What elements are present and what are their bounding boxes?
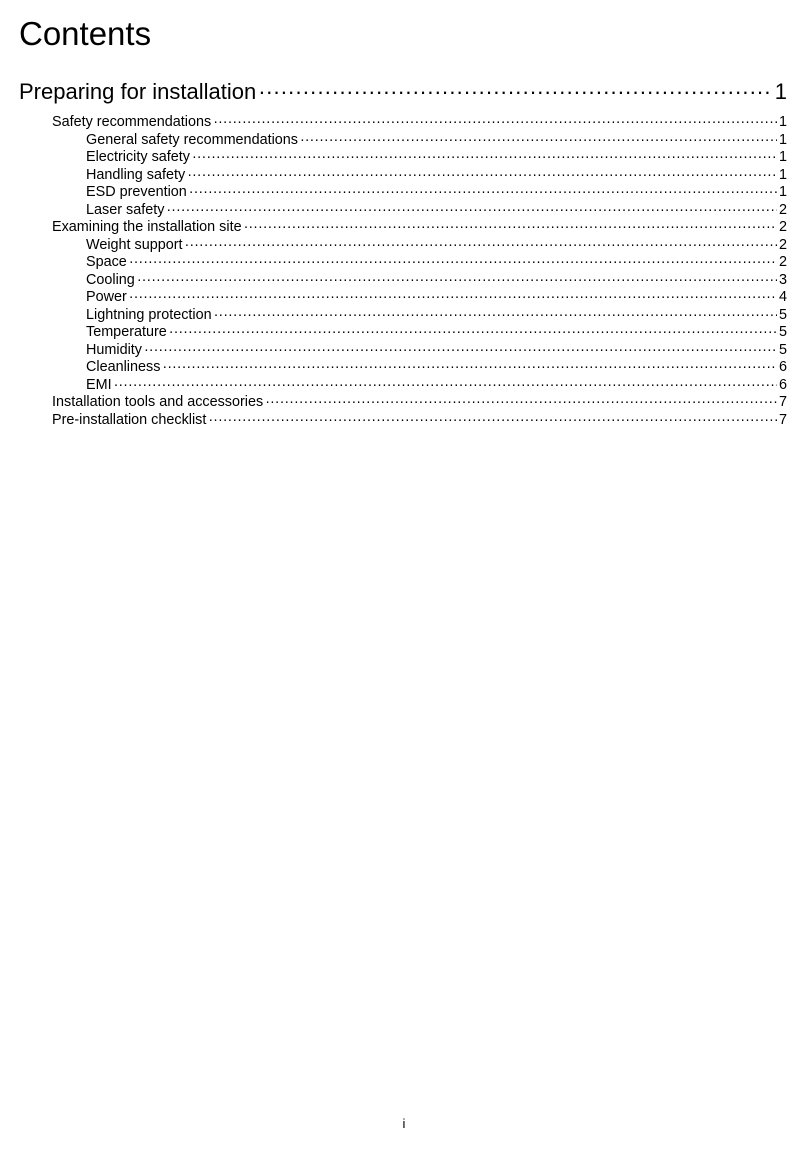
toc-entry-page: 2 xyxy=(778,236,787,253)
toc-dot-leader xyxy=(137,272,777,290)
toc-entry-page: 4 xyxy=(778,289,787,305)
toc-section-installation-tools-and-accessories[interactable] xyxy=(52,394,787,412)
toc-dot-leader xyxy=(300,132,777,150)
toc-entry-page: 1 xyxy=(778,166,787,183)
toc-entry-label: Power xyxy=(86,289,127,305)
toc-dot-leader xyxy=(213,114,777,132)
toc-entry-page: 7 xyxy=(778,394,787,410)
toc-dot-leader xyxy=(129,254,777,272)
toc-section-examining-the-installation-site[interactable] xyxy=(52,219,787,237)
toc-entry-label: EMI xyxy=(86,376,112,393)
toc-section-pre-installation-checklist[interactable] xyxy=(52,412,787,430)
toc-dot-leader xyxy=(185,237,777,255)
toc-dot-leader xyxy=(162,359,777,377)
toc-dot-leader xyxy=(214,307,777,325)
toc-entry-page: 2 xyxy=(778,201,787,218)
toc-dot-leader xyxy=(244,219,777,237)
toc-entry-page: 6 xyxy=(778,359,787,375)
footer-page-number: i xyxy=(402,1116,406,1131)
toc-entry-label: Pre-installation checklist xyxy=(52,411,207,428)
toc-entry-page: 1 xyxy=(778,114,787,130)
toc-entry-page: 5 xyxy=(778,341,787,358)
toc-entry-label: Installation tools and accessories xyxy=(52,394,264,410)
toc-dot-leader xyxy=(265,394,777,412)
toc-entry-label: General safety recommendations xyxy=(86,131,298,148)
toc-dot-leader xyxy=(189,184,777,202)
toc-dot-leader xyxy=(169,324,777,342)
toc-subsection-esd-prevention[interactable] xyxy=(86,184,787,202)
toc-subsection-electricity-safety[interactable] xyxy=(86,149,787,167)
toc-entry-page: 1 xyxy=(778,131,787,148)
toc-entry-label: Weight support xyxy=(86,236,183,253)
toc-entry-label: Handling safety xyxy=(86,166,186,183)
page-title: Contents xyxy=(19,15,152,52)
toc-entry-label: ESD prevention xyxy=(86,184,187,200)
toc-entry-label: Humidity xyxy=(86,341,142,358)
toc-entry-label: Laser safety xyxy=(86,201,165,218)
toc-entry-label: Temperature xyxy=(86,324,167,340)
toc-entry-label: Cooling xyxy=(86,271,135,288)
toc-subsection-temperature[interactable] xyxy=(86,324,787,342)
toc-subsection-lightning-protection[interactable] xyxy=(86,307,787,325)
toc-dot-leader xyxy=(187,167,777,185)
toc-subsection-power[interactable] xyxy=(86,289,787,307)
toc-entry-label: Examining the installation site xyxy=(52,219,242,235)
toc-section-safety-recommendations[interactable] xyxy=(52,114,787,132)
toc-entry-page: 1 xyxy=(778,184,787,200)
toc-dot-leader xyxy=(192,149,777,167)
toc-entry-page: 6 xyxy=(778,376,787,393)
toc-entry-page: 1 xyxy=(774,79,787,104)
toc-subsection-emi[interactable] xyxy=(86,377,787,395)
toc-entry-page: 2 xyxy=(778,254,787,270)
toc-subsection-weight-support[interactable] xyxy=(86,237,787,255)
toc-entry-page: 5 xyxy=(778,306,787,323)
toc-entry-page: 2 xyxy=(778,219,787,235)
toc-subsection-laser-safety[interactable] xyxy=(86,202,787,220)
toc-entry-page: 5 xyxy=(778,324,787,340)
toc-dot-leader xyxy=(144,342,777,360)
toc-subsection-cooling[interactable] xyxy=(86,272,787,290)
toc-chapter-preparing-for-installation[interactable] xyxy=(19,79,787,105)
toc-dot-leader xyxy=(114,377,777,395)
toc-entry-label: Preparing for installation xyxy=(19,79,257,104)
toc-subsection-humidity[interactable] xyxy=(86,342,787,360)
toc-dot-leader xyxy=(258,79,773,105)
toc-subsection-general-safety-recommendations[interactable] xyxy=(86,132,787,150)
toc-entry-page: 1 xyxy=(778,149,787,165)
toc-subsection-space[interactable] xyxy=(86,254,787,272)
toc-entry-label: Cleanliness xyxy=(86,359,161,375)
toc-entry-page: 7 xyxy=(778,411,787,428)
toc-dot-leader xyxy=(208,412,777,430)
toc-dot-leader xyxy=(166,202,777,220)
toc-dot-leader xyxy=(129,289,777,307)
toc-entry-page: 3 xyxy=(778,271,787,288)
toc-subsection-handling-safety[interactable] xyxy=(86,167,787,185)
toc-entry-label: Electricity safety xyxy=(86,149,190,165)
toc-subsection-cleanliness[interactable] xyxy=(86,359,787,377)
toc-entry-label: Safety recommendations xyxy=(52,114,212,130)
toc-entry-label: Space xyxy=(86,254,127,270)
toc-entry-label: Lightning protection xyxy=(86,306,212,323)
